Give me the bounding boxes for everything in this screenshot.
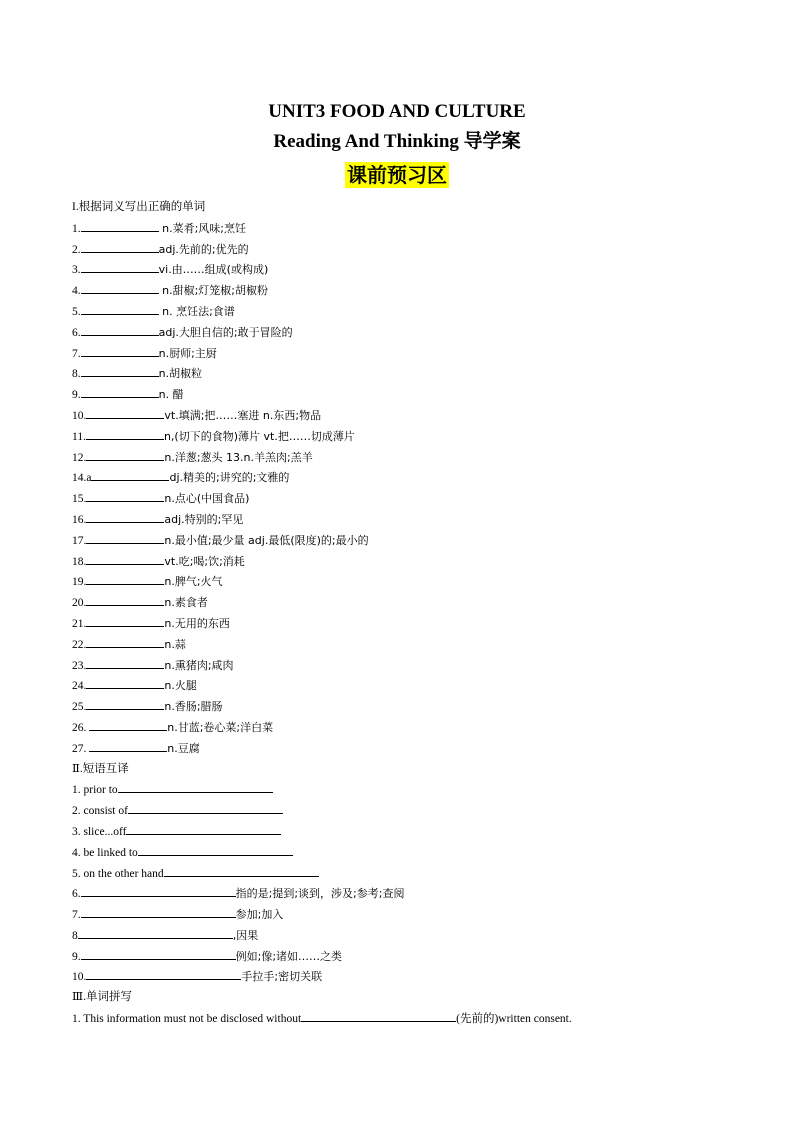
phrase-text: 10. [72,971,87,984]
item-definition: n.菜肴;风味;烹饪 [158,221,247,235]
phrase-translation: 例如;像;诸如……之类 [235,949,343,963]
item-definition: n.最小值;最少量 adj.最低(限度)的;最小的 [164,533,369,547]
answer-blank[interactable] [86,426,164,440]
item-number: 8. [72,368,81,381]
item-number: 14.a [72,472,92,485]
item-number: 23. [72,659,87,672]
answer-blank[interactable] [86,966,241,980]
item-definition: vi.由……组成(或构成) [158,263,269,277]
item-definition: n.香肠;腊肠 [164,700,223,714]
answer-blank[interactable] [81,363,159,377]
answer-blank[interactable] [86,675,164,689]
answer-blank[interactable] [81,301,159,315]
phrase-text: 8 [72,929,78,942]
answer-blank[interactable] [81,946,236,960]
item-number: 15. [72,493,87,506]
answer-blank[interactable] [86,571,164,585]
item-definition: n. 烹饪法;食谱 [158,304,235,318]
item-definition: vt.吃;喝;饮;消耗 [164,554,245,568]
vocab-item [72,426,772,447]
answer-blank[interactable] [86,488,164,502]
vocab-item [72,405,772,426]
item-definition: n.洋葱;葱头 13.n.羊羔肉;羔羊 [164,450,313,464]
exercise-list [72,197,772,1029]
item-definition: vt.填满;把……塞进 n.东西;物品 [164,408,322,422]
item-definition: n,(切下的食物)薄片 vt.把……切成薄片 [163,429,355,443]
phrase-text: 6. [72,888,81,901]
vocab-item [72,530,772,551]
phrase-item [72,966,772,987]
vocab-item [72,301,772,322]
phrase-text: 4. be linked to [72,846,138,859]
item-number: 2. [72,243,81,256]
item-definition: n. 醋 [158,388,184,402]
item-definition: n.脾气;火气 [164,575,223,589]
phrase-translation: ,因果 [232,928,259,942]
answer-blank[interactable] [86,655,164,669]
item-definition: n.厨师;主厨 [158,346,217,360]
vocab-item [72,613,772,634]
item-number: 3. [72,264,81,277]
phrase-text: 3. slice...off [72,825,127,838]
vocab-item [72,239,772,260]
answer-blank[interactable] [81,280,159,294]
answer-blank[interactable] [86,509,164,523]
vocab-item [72,363,772,384]
item-number: 16. [72,513,87,526]
vocab-item [72,488,772,509]
item-number: 24. [72,680,87,693]
item-definition: dj.精美的;讲究的;文雅的 [169,471,290,485]
answer-blank[interactable] [89,738,167,752]
item-number: 10. [72,409,87,422]
answer-blank[interactable] [81,904,236,918]
phrase-text: 2. consist of [72,805,128,818]
item-number: 12. [72,451,87,464]
part1-heading: I.根据词义写出正确的单词 [72,201,206,213]
section-label: 课前预习区 [347,163,447,187]
vocab-item [72,655,772,676]
phrase-item [72,883,772,904]
item-number: 21. [72,617,87,630]
vocab-item [72,509,772,530]
vocab-item [72,467,772,488]
phrase-text: 5. on the other hand [72,867,164,880]
item-definition: n.蒜 [164,637,186,651]
vocab-item [72,322,772,343]
item-definition: n.豆腐 [167,741,200,755]
item-number: 19. [72,576,87,589]
answer-blank[interactable] [81,883,236,897]
item-definition: n.无用的东西 [164,616,230,630]
phrase-item [72,842,772,863]
item-number: 11. [72,430,86,443]
answer-blank[interactable] [78,925,233,939]
item-definition: adj.大胆自信的;敢于冒险的 [158,325,293,339]
sentence-end: (先前的)written consent. [456,1013,572,1026]
answer-blank[interactable] [81,343,159,357]
vocab-item [72,571,772,592]
answer-blank[interactable] [126,821,281,835]
answer-blank[interactable] [81,322,159,336]
item-definition: n.点心(中国食品) [164,492,250,506]
vocab-item [72,218,772,239]
answer-blank[interactable] [301,1008,456,1022]
answer-blank[interactable] [89,717,167,731]
phrase-item [72,925,772,946]
phrase-item [72,863,772,884]
item-definition: n.甜椒;灯笼椒;胡椒粉 [158,284,269,298]
answer-blank[interactable] [86,405,164,419]
vocab-item [72,592,772,613]
answer-blank[interactable] [164,863,319,877]
answer-blank[interactable] [81,218,159,232]
spelling-item [72,1008,772,1029]
item-definition: adj.特别的;罕见 [164,512,244,526]
vocab-item [72,738,772,759]
item-number: 27. [72,742,90,755]
sentence-start: 1. This information must not be disclosed without [72,1013,302,1026]
vocab-item [72,551,772,572]
item-number: 25. [72,701,87,714]
phrase-item [72,779,772,800]
answer-blank[interactable] [81,259,159,273]
unit-title: UNIT3 FOOD AND CULTURE [268,101,526,122]
answer-blank[interactable] [86,447,164,461]
phrase-item [72,800,772,821]
item-number: 4. [72,285,81,298]
vocab-item [72,343,772,364]
phrase-text: 7. [72,909,81,922]
answer-blank[interactable] [138,842,293,856]
answer-blank[interactable] [86,551,164,565]
item-number: 22. [72,638,87,651]
item-number: 20. [72,597,87,610]
item-number: 1. [72,222,81,235]
vocab-item [72,280,772,301]
item-definition: n.甘蓝;卷心菜;洋白菜 [167,720,274,734]
phrase-translation: 指的是;提到;谈到，涉及;参考;查阅 [235,887,405,901]
phrase-item [72,904,772,925]
phrase-translation: 手拉手;密切关联 [241,970,323,984]
phrase-text: 9. [72,950,81,963]
answer-blank[interactable] [81,384,159,398]
vocab-item [72,634,772,655]
lesson-title: Reading And Thinking 导学案 [273,131,521,152]
item-number: 7. [72,347,81,360]
item-definition: n.熏猪肉;咸肉 [164,658,234,672]
item-number: 6. [72,326,81,339]
answer-blank[interactable] [81,239,159,253]
answer-blank[interactable] [86,696,164,710]
part2-heading: Ⅱ.短语互译 [72,762,129,775]
answer-blank[interactable] [118,779,273,793]
phrase-translation: 参加;加入 [235,908,284,922]
phrase-item [72,946,772,967]
item-definition: n.素食者 [164,596,208,610]
phrase-text: 1. prior to [72,784,118,797]
answer-blank[interactable] [91,467,169,481]
item-definition: n.胡椒粒 [158,367,203,381]
item-number: 26. [72,721,90,734]
vocab-item [72,675,772,696]
item-number: 9. [72,389,81,402]
vocab-item [72,717,772,738]
item-number: 5. [72,305,81,318]
answer-blank[interactable] [86,613,164,627]
vocab-item [72,447,772,468]
item-number: 17. [72,534,87,547]
vocab-item [72,259,772,280]
part3-heading: Ⅲ.单词拼写 [72,991,132,1004]
answer-blank[interactable] [86,592,164,606]
item-definition: n.火腿 [164,679,197,693]
vocab-item [72,696,772,717]
answer-blank[interactable] [86,530,164,544]
phrase-item [72,821,772,842]
item-number: 18. [72,555,87,568]
answer-blank[interactable] [86,634,164,648]
vocab-item [72,384,772,405]
answer-blank[interactable] [128,800,283,814]
item-definition: adj.先前的;优先的 [158,242,249,256]
section-label-wrap [0,162,794,188]
